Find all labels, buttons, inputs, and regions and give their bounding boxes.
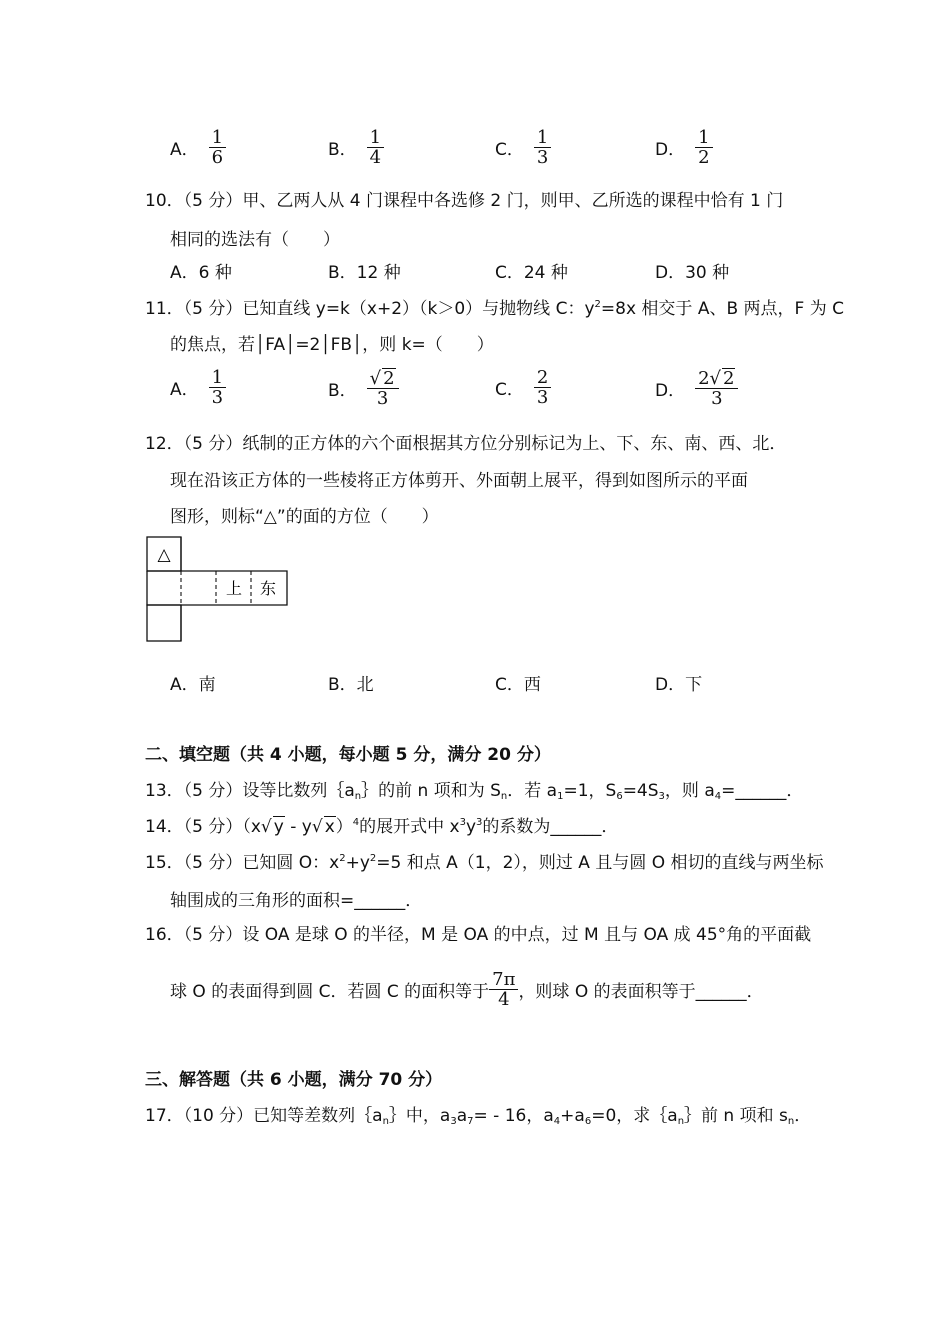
option-label: A． [170, 140, 199, 160]
q10-option-b: B．12 种 [328, 263, 401, 283]
q10-line2: 相同的选法有（ ） [170, 230, 340, 250]
q10-option-d: D．30 种 [655, 263, 730, 283]
q11-line1: 11．（5 分）已知直线 y=k（x+2）（k＞0）与抛物线 C：$y^2=8x$ 相交于 A、B 两点，F 为 C [145, 299, 844, 319]
q11-option-c: C． $\frac{2}{3}$ [495, 368, 551, 407]
option-label: B． [328, 140, 357, 160]
q10-option-c: C．24 种 [495, 263, 568, 283]
net-label-east: 东 [259, 579, 277, 598]
option-label: D． [655, 140, 686, 160]
net-face-bottom [147, 605, 181, 641]
fraction: $\frac{2√ 2}{3}$ [695, 368, 738, 408]
q14: 14．（5 分）（x√ y - y√ x）$^4$的展开式中 $x^3y^3$的系数为______． [145, 817, 619, 837]
q9-option-b [328, 128, 384, 167]
q9-option-c [495, 128, 551, 167]
option-label: C． [495, 140, 524, 160]
q17: 17．（10 分）已知等差数列$\{a_n\}$中，$a_3a_7= - 16$，$a_4+a_6=0$，求$\{a_n\}$前 n 项和 $s_n$． [145, 1106, 812, 1127]
fraction: $\frac{1}{3}$ [209, 368, 226, 407]
q12-option-d: D．下 [655, 675, 703, 695]
cube-net-figure [146, 536, 288, 642]
net-label-triangle: △ [157, 545, 171, 565]
q16-line1: 16．（5 分）设 OA 是球 O 的半径，M 是 OA 的中点，过 M 且与 OA 成 45°角的平面截 [145, 925, 812, 945]
q11-line2: 的焦点，若│FA│=2│FB│，则 k=（ ） [170, 335, 494, 355]
q12-option-c: C．西 [495, 675, 541, 695]
section-2-heading: 二、填空题（共 4 小题，每小题 5 分，满分 20 分） [145, 745, 551, 765]
q15-line2: 轴围成的三角形的面积=______． [170, 891, 423, 911]
q11-option-b: B． $\frac{√ 2}{3}$ [328, 368, 399, 408]
q12-option-b: B．北 [328, 675, 374, 695]
section-3-heading: 三、解答题（共 6 小题，满分 70 分） [145, 1070, 443, 1090]
q12-line1: 12．（5 分）纸制的正方体的六个面根据其方位分别标记为上、下、东、南、西、北． [145, 434, 787, 454]
fraction: $\frac{1}{4}$ [367, 128, 384, 167]
q12-option-a: A．南 [170, 675, 216, 695]
q9-option-a [170, 128, 226, 167]
fraction: $\frac{2}{3}$ [534, 368, 551, 407]
fraction: $\frac{1}{6}$ [209, 128, 226, 167]
fraction: $\frac{√ 2}{3}$ [367, 368, 399, 408]
q9-option-d [655, 128, 713, 167]
q15-line1: 15．（5 分）已知圆 O：$x^2+y^2=5$ 和点 A（1，2），则过 A 且与圆 O 相切的直线与两坐标 [145, 853, 824, 873]
q12-line3: 图形，则标“△”的面的方位（ ） [170, 507, 439, 527]
fraction: $\frac{7\pi}{4}$ [489, 970, 518, 1009]
q10-line1: 10．（5 分）甲、乙两人从 4 门课程中各选修 2 门，则甲、乙所选的课程中恰有 1 门 [145, 191, 784, 211]
fraction: $\frac{1}{3}$ [534, 128, 551, 167]
fraction: $\frac{1}{2}$ [695, 128, 712, 167]
q12-line2: 现在沿该正方体的一些棱将正方体剪开、外面朝上展平，得到如图所示的平面 [170, 471, 748, 491]
q10-option-a: A．6 种 [170, 263, 232, 283]
q13: 13．（5 分）设等比数列$\{a_n\}$的前 n 项和为 $S_n$．若 $a_1=1$，$S_6=4S_3$，则 $a_4=\_\_\_\_\_\_$． [145, 781, 804, 802]
q11-option-a: A． $\frac{1}{3}$ [170, 368, 226, 407]
q11-option-d: D． $\frac{2√ 2}{3}$ [655, 368, 738, 408]
net-label-up: 上 [225, 579, 243, 598]
q16-line2: 球 O 的表面得到圆 C．若圆 C 的面积等于 $\frac{7\pi}{4}$ ，则球 O 的表面积等于______． [170, 969, 764, 1010]
